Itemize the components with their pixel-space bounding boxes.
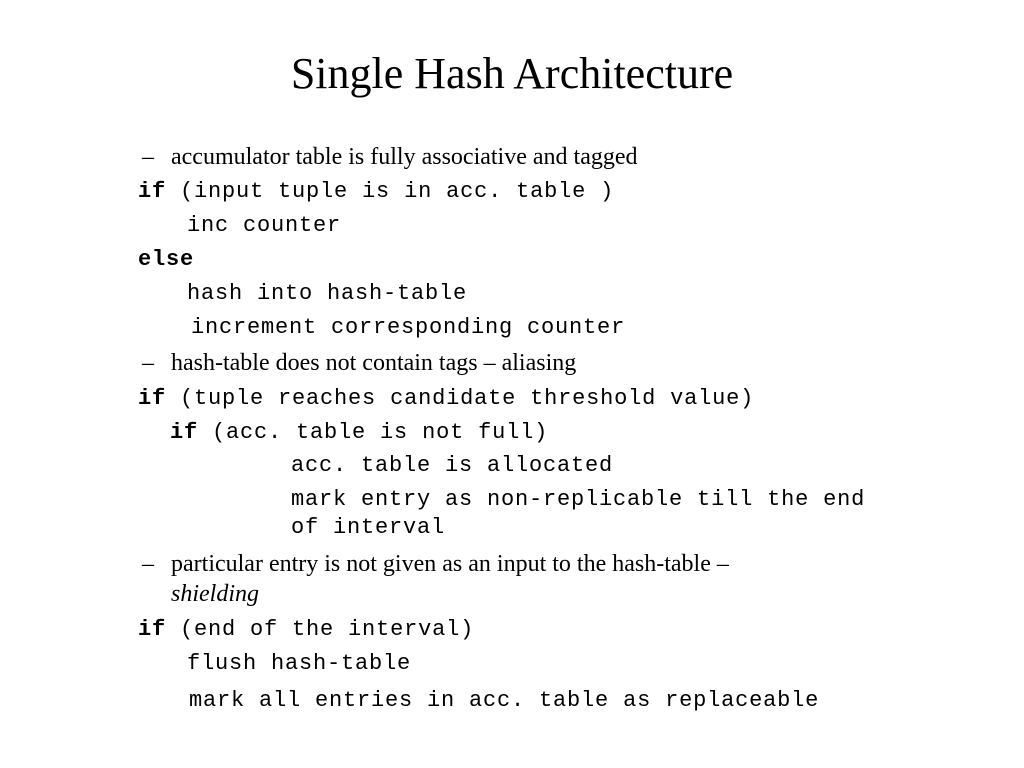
code-line-flush: flush hash-table — [187, 651, 412, 676]
condition-text: (end of the interval) — [180, 617, 475, 642]
code-line-allocated: acc. table is allocated — [291, 453, 614, 478]
keyword-if: if — [138, 386, 167, 411]
code-line-if-3 — [138, 616, 474, 644]
code-line-hash-into: hash into hash-table — [187, 281, 468, 306]
keyword-if: if — [138, 179, 167, 204]
code-line-inc-counter: inc counter — [187, 213, 342, 238]
keyword-else: else — [138, 247, 195, 272]
condition-text: (tuple reaches candidate threshold value) — [180, 386, 755, 411]
bullet-dash: – — [142, 350, 154, 376]
slide-title: Single Hash Architecture — [290, 49, 734, 98]
bullet-emphasis: shielding — [171, 581, 259, 607]
keyword-if: if — [170, 420, 199, 445]
bullet-dash: – — [142, 144, 154, 170]
code-line-mark-all: mark all entries in acc. table as replaceable — [189, 688, 820, 713]
code-line-if-2 — [138, 385, 754, 413]
code-line-inner-if — [170, 419, 548, 447]
bullet-text-2: hash-table does not contain tags – aliasing — [171, 350, 577, 376]
code-line-of-interval: of interval — [291, 515, 446, 540]
keyword-if: if — [138, 617, 167, 642]
code-line-if-1 — [138, 178, 614, 206]
bullet-text-3 — [171, 549, 891, 609]
bullet-dash: – — [142, 551, 154, 577]
condition-text: (input tuple is in acc. table ) — [180, 179, 615, 204]
bullet-text-1: accumulator table is fully associative and tagged — [171, 144, 638, 170]
code-line-increment-counter: increment corresponding counter — [191, 315, 626, 340]
code-line-mark-entry: mark entry as non-replicable till the end — [291, 487, 866, 512]
bullet-text-main: particular entry is not given as an input to the hash-table – — [171, 551, 729, 577]
condition-text: (acc. table is not full) — [212, 420, 549, 445]
